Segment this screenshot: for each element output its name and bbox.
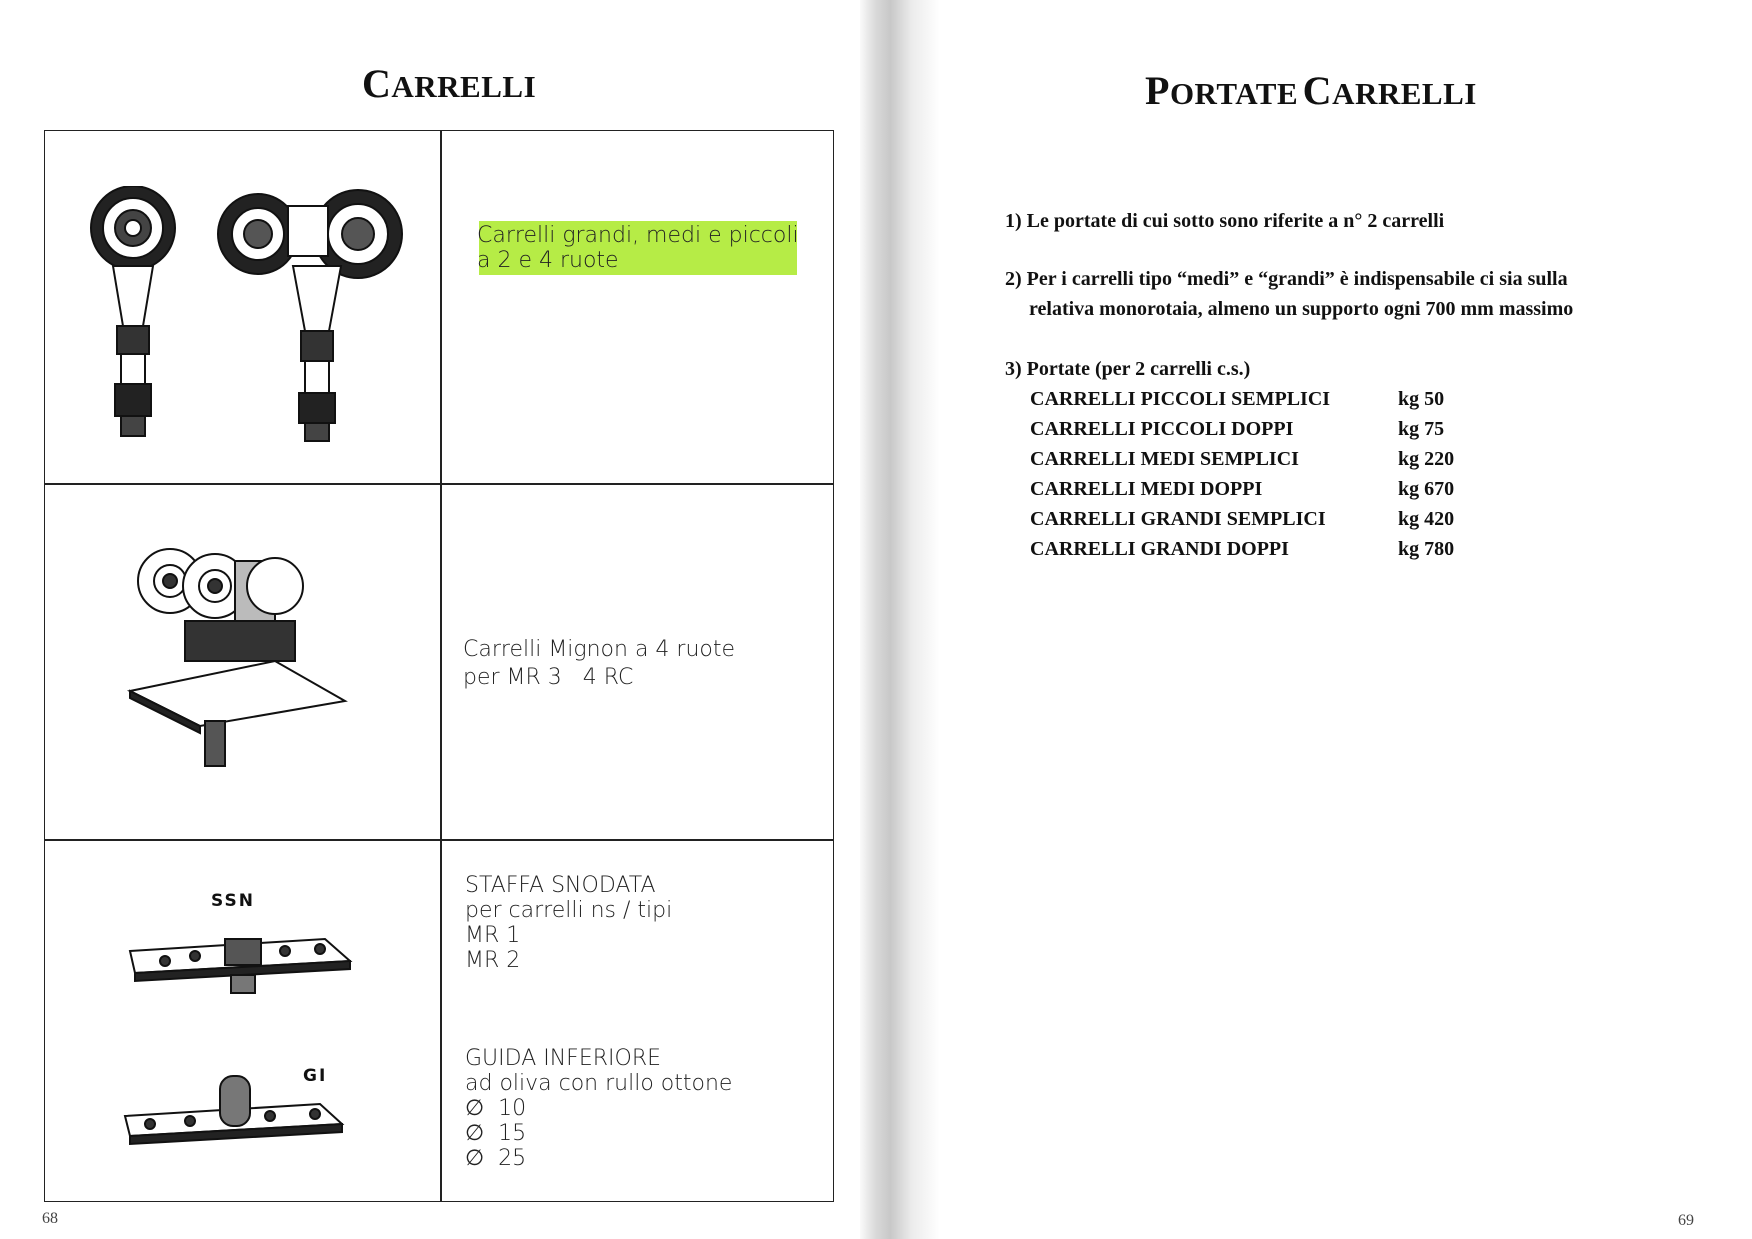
row-divider (45, 839, 833, 841)
note-2-line-1: 2) Per i carrelli tipo “medi” e “grandi” è indispensabile ci sia sulla (1005, 268, 1568, 290)
load-row: CARRELLI PICCOLI SEMPLICI kg 50 (1030, 388, 1445, 410)
load-row: CARRELLI PICCOLI DOPPI kg 75 (1030, 418, 1445, 440)
catalog-table (44, 130, 834, 1202)
note-3: 3) Portate (per 2 carrelli c.s.) (1005, 358, 1251, 380)
column-divider (440, 131, 442, 1201)
note-1: 1) Le portate di cui sotto sono riferite a n° 2 carrelli (1005, 210, 1445, 232)
page-number: 69 (1678, 1212, 1694, 1229)
page-number: 68 (42, 1210, 58, 1227)
page-title: PORTATE CARRELLI (1145, 68, 1477, 113)
load-row: CARRELLI MEDI SEMPLICI kg 220 (1030, 448, 1455, 470)
row3-staffa-description: STAFFA SNODATA per carrelli ns / tipi MR 1 MR 2 (465, 873, 673, 973)
row-divider (45, 483, 833, 485)
guida-inferiore-illustration (120, 1066, 350, 1151)
row2-description: Carrelli Mignon a 4 ruote per MR 3 4 RC (463, 637, 736, 690)
page-title: CARRELLI (362, 61, 537, 106)
trolley-mignon-illustration (125, 541, 365, 771)
code-label-gi: GI (303, 1066, 328, 1086)
code-label-ssn: SSN (211, 891, 255, 911)
left-page (0, 0, 870, 1239)
load-row: CARRELLI GRANDI SEMPLICI kg 420 (1030, 508, 1455, 530)
right-page (940, 0, 1752, 1239)
note-2-line-2: relativa monorotaia, almeno un supporto ogni 700 mm massimo (1029, 298, 1574, 320)
staffa-snodata-illustration (125, 921, 355, 1001)
trolley-large-illustration (73, 186, 413, 446)
load-row: CARRELLI MEDI DOPPI kg 670 (1030, 478, 1455, 500)
book-gutter (860, 0, 940, 1239)
row3-guida-description: GUIDA INFERIORE ad oliva con rullo ottone ∅ 10 ∅ 15 ∅ 25 (465, 1046, 733, 1171)
load-row: CARRELLI GRANDI DOPPI kg 780 (1030, 538, 1455, 560)
row1-description: Carrelli grandi, medi e piccoli a 2 e 4 ruote (477, 223, 799, 273)
